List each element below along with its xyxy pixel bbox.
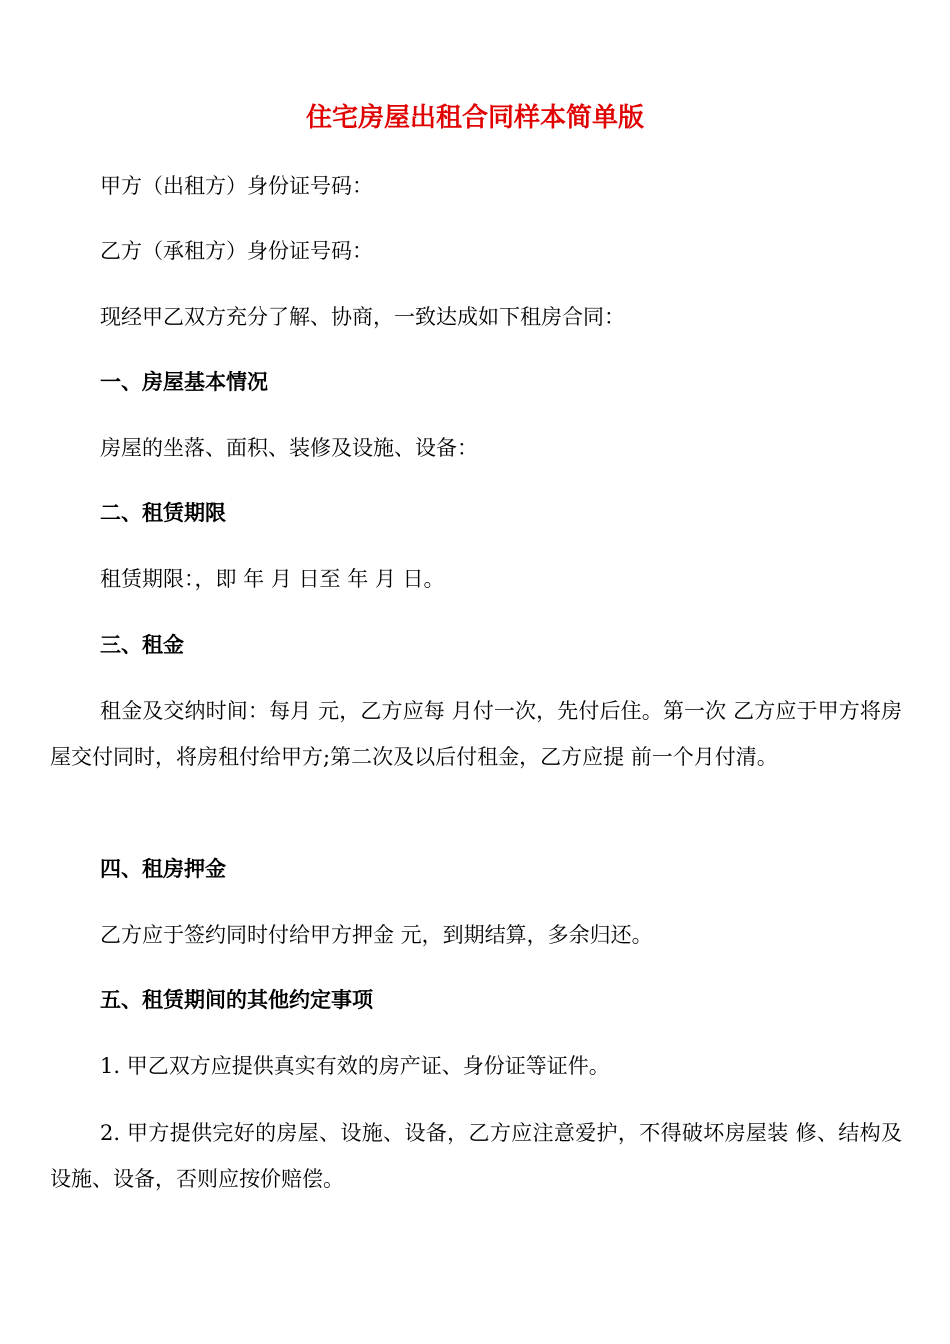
section-3-heading: 三、租金 — [100, 632, 184, 657]
section-2-heading: 二、租赁期限 — [100, 500, 226, 525]
section-3-body: 租金及交纳时间：每月 元，乙方应每 月付一次，先付后住。第一次 乙方应于甲方将房屋交付同时，将房租付给甲方;第二次及以后付租金，乙方应提 前一个月付清。 — [50, 699, 902, 769]
party-b-line: 乙方（承租方）身份证号码： — [100, 239, 373, 263]
document-title: 住宅房屋出租合同样本简单版 — [305, 103, 644, 133]
section-4-body: 乙方应于签约同时付给甲方押金 元，到期结算，多余归还。 — [100, 923, 653, 947]
party-a-line: 甲方（出租方）身份证号码： — [100, 174, 373, 198]
preamble-line: 现经甲乙双方充分了解、协商，一致达成如下租房合同： — [100, 305, 625, 329]
section-4-heading: 四、租房押金 — [100, 856, 226, 881]
section-1-body: 房屋的坐落、面积、装修及设施、设备： — [100, 436, 478, 460]
section-5-item-1: 1. 甲乙双方应提供真实有效的房产证、身份证等证件。 — [100, 1054, 610, 1078]
section-1-heading: 一、房屋基本情况 — [100, 369, 268, 394]
section-5-item-2: 2. 甲方提供完好的房屋、设施、设备，乙方应注意爱护，不得破坏房屋装 修、结构及设施、设备，否则应按价赔偿。 — [50, 1121, 902, 1191]
section-5-heading: 五、租赁期间的其他约定事项 — [100, 987, 373, 1012]
section-2-body: 租赁期限：，即 年 月 日至 年 月 日。 — [100, 567, 445, 591]
